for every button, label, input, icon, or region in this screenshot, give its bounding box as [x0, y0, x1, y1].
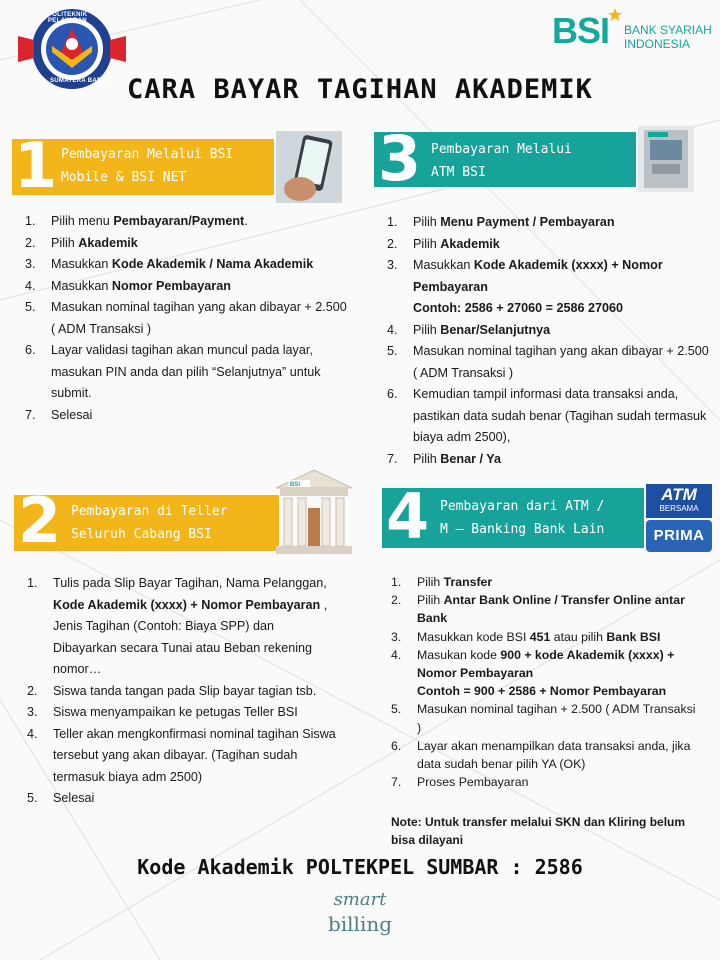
step-text: Layar akan menampilkan data transaksi anda, jika data sudah benar pilih YA (OK)	[417, 738, 691, 772]
step-text: Kemudian tampil informasi data transaksi anda, pastikan data sudah benar (Tagihan sudah termasuk biaya adm 2500),	[413, 387, 707, 444]
step-number: 6.	[391, 738, 402, 753]
step-item	[27, 702, 337, 724]
step-item	[387, 234, 709, 256]
step-text: Pembayaran/Payment	[113, 214, 245, 228]
step-text: Benar / Ya	[440, 451, 501, 466]
step-number: 4.	[27, 726, 38, 741]
billing-text: billing	[327, 912, 393, 936]
atm-bersama-prima-logo	[646, 484, 712, 554]
step-number: 7.	[391, 775, 402, 790]
step-text: Pilih	[413, 322, 441, 337]
step-item	[391, 573, 701, 591]
step-text: Pilih	[417, 593, 444, 608]
step-text: Masukan nominal tagihan yang akan dibayar + 2.500 ( ADM Transaksi )	[51, 300, 347, 336]
step-text: atau pilih	[550, 629, 607, 644]
section-1-title-line1: Pembayaran Melalui BSI	[61, 147, 234, 162]
section-1-steps	[25, 211, 350, 426]
bsi-logo-line2: INDONESIA	[624, 37, 691, 51]
mobile-phone-image	[276, 131, 342, 203]
step-item	[27, 681, 337, 703]
step-item	[27, 724, 337, 789]
step-number: 2.	[391, 593, 402, 608]
step-text: Bank BSI	[606, 629, 661, 644]
step-number: 2.	[27, 683, 38, 698]
step-item	[391, 773, 701, 791]
step-item	[391, 737, 701, 773]
step-text: Masukan kode	[417, 647, 501, 662]
step-number: 4.	[391, 647, 402, 662]
step-item	[387, 298, 709, 320]
prima-label: PRIMA	[653, 527, 705, 544]
step-number: 6.	[25, 343, 36, 357]
step-text: Masukkan kode BSI	[417, 629, 530, 644]
bsi-logo	[552, 10, 717, 56]
step-item	[391, 646, 701, 682]
step-text: Contoh: 2586 + 27060 = 2586 27060	[413, 301, 624, 315]
smart-text: smart	[333, 889, 387, 910]
step-item	[387, 212, 709, 234]
section-1-number: 1	[14, 129, 58, 202]
step-item	[391, 628, 701, 646]
step-number: 3.	[25, 257, 36, 271]
step-text: Menu Payment / Pembayaran	[440, 215, 615, 229]
step-text: .	[244, 214, 248, 228]
section-4-number: 4	[386, 480, 430, 553]
step-number: 5.	[387, 344, 398, 358]
step-text: Masukkan	[413, 258, 474, 272]
smart-billing-logo	[300, 890, 420, 938]
section-2-title-line2: Seluruh Cabang BSI	[71, 527, 212, 542]
step-text: Selesai	[51, 407, 93, 422]
step-text: Pilih	[413, 215, 441, 229]
section-2-number: 2	[18, 484, 62, 557]
section-4-header	[382, 482, 712, 556]
step-text: Pilih	[413, 451, 441, 466]
atm-label: ATM	[661, 485, 697, 504]
bank-building-icon	[274, 468, 354, 556]
step-item	[391, 591, 701, 627]
step-item	[391, 682, 701, 700]
logo-ring-bottom-text: SUMATERA BARAT	[50, 78, 110, 84]
step-number: 1.	[27, 576, 38, 590]
step-text: Masukan nominal tagihan yang akan dibayar + 2.500 ( ADM Transaksi )	[413, 344, 709, 380]
step-number: 5.	[25, 300, 36, 314]
section-4-title-line2: M – Banking Bank Lain	[440, 522, 605, 537]
kode-akademik-footer: Kode Akademik POLTEKPEL SUMBAR : 2586	[137, 855, 583, 879]
step-number: 5.	[27, 791, 38, 805]
step-text: Siswa menyampaikan ke petugas Teller BSI	[53, 705, 298, 719]
step-item	[25, 233, 350, 255]
section-2-header	[14, 468, 354, 558]
step-number: 3.	[391, 629, 402, 644]
page-title: CARA BAYAR TAGIHAN AKADEMIK	[127, 74, 593, 105]
section-3-number: 3	[378, 122, 422, 195]
step-text: 451	[529, 629, 551, 644]
step-number: 1.	[387, 215, 398, 229]
step-text: Transfer	[443, 575, 493, 589]
step-text: Masukkan	[51, 278, 112, 293]
step-text: Akademik	[440, 236, 500, 251]
bsi-star-icon	[608, 8, 622, 22]
step-text: Tulis pada Slip Bayar Tagihan, Nama Pelanggan,	[53, 576, 327, 590]
svg-text:BSI: BSI	[290, 482, 301, 488]
step-item	[387, 320, 709, 342]
step-item	[25, 254, 350, 276]
logo-ring-top-text: POLITEKNIK PELAYARAN	[48, 12, 88, 24]
section-3-title-line1: Pembayaran Melalui	[431, 142, 572, 157]
step-text: Pilih menu	[51, 214, 114, 228]
step-item	[25, 211, 350, 233]
step-item	[387, 255, 709, 298]
step-text: Masukan nominal tagihan + 2.500 ( ADM Transaksi )	[417, 702, 696, 735]
section-4-title-line1: Pembayaran dari ATM /	[440, 499, 605, 514]
step-number: 7.	[387, 451, 398, 466]
step-item	[25, 340, 350, 405]
step-item	[27, 573, 337, 681]
step-number: 1.	[25, 214, 36, 228]
step-item	[27, 788, 337, 810]
step-text: Contoh = 900 + 2586 + Nomor Pembayaran	[417, 684, 667, 699]
step-text: Selesai	[53, 791, 95, 805]
step-text: Pilih	[417, 575, 444, 589]
step-text: Kode Akademik (xxxx) + Nomor Pembayaran	[413, 258, 663, 294]
section-3-steps	[387, 212, 709, 470]
section-2-title-line1: Pembayaran di Teller	[71, 504, 228, 519]
step-text: Kode Akademik (xxxx) + Nomor Pembayaran	[53, 597, 321, 612]
step-text: Akademik	[78, 235, 138, 250]
section-1-title-line2: Mobile & BSI NET	[61, 170, 187, 185]
section-2-steps	[27, 573, 337, 810]
step-number: 3.	[27, 705, 38, 719]
step-number: 7.	[25, 407, 36, 422]
step-text: 900 + kode Akademik (xxxx) + Nomor Pembayaran	[417, 647, 675, 681]
step-text: Masukkan	[51, 257, 112, 271]
step-item	[25, 276, 350, 298]
section-3-header	[374, 122, 694, 195]
step-number: 6.	[387, 387, 398, 401]
step-text: Nomor Pembayaran	[111, 278, 231, 293]
step-text: Teller akan mengkonfirmasi nominal tagihan Siswa tersebut yang akan dibayar. (Tagihan sudah termasuk biaya adm 2500)	[53, 726, 336, 784]
step-text: Benar/Selanjutnya	[440, 322, 551, 337]
section-3-title-line2: ATM BSI	[431, 165, 486, 180]
step-item	[391, 700, 701, 736]
step-number: 1.	[391, 575, 402, 589]
step-item	[25, 297, 350, 340]
step-number: 3.	[387, 258, 398, 272]
step-number: 4.	[25, 278, 36, 293]
step-number: 2.	[387, 236, 398, 251]
step-text: Pilih	[413, 236, 441, 251]
section-1-header	[12, 131, 342, 203]
step-text: , Jenis Tagihan (Contoh: Biaya SPP) dan Dibayarkan secara Tunai atau Beban rekening nomor…	[53, 597, 328, 676]
step-text: Proses Pembayaran	[417, 775, 529, 790]
step-number: 5.	[391, 702, 402, 717]
atm-machine-image	[638, 126, 694, 192]
step-text: Layar validasi tagihan akan muncul pada layar, masukan PIN anda dan pilih “Selanjutnya” untuk submit.	[51, 343, 321, 400]
bsi-logo-line1: BANK SYARIAH	[624, 23, 712, 37]
bsi-logo-mark: BSI	[552, 10, 610, 51]
section-4-steps	[391, 573, 701, 791]
step-text: Antar Bank Online / Transfer Online antar Bank	[417, 593, 685, 626]
step-text: Pilih	[51, 235, 79, 250]
section-4-note: Note: Untuk transfer melalui SKN dan Kliring belum bisa dilayani	[391, 815, 686, 847]
bersama-label: BERSAMA	[659, 504, 699, 513]
step-item	[387, 341, 709, 384]
step-item	[387, 449, 709, 471]
step-number: 4.	[387, 322, 398, 337]
step-item	[387, 384, 709, 449]
step-number: 2.	[25, 235, 36, 250]
step-text: Siswa tanda tangan pada Slip bayar tagian tsb.	[53, 683, 317, 698]
step-item	[25, 405, 350, 427]
step-text: Kode Akademik / Nama Akademik	[111, 257, 314, 271]
